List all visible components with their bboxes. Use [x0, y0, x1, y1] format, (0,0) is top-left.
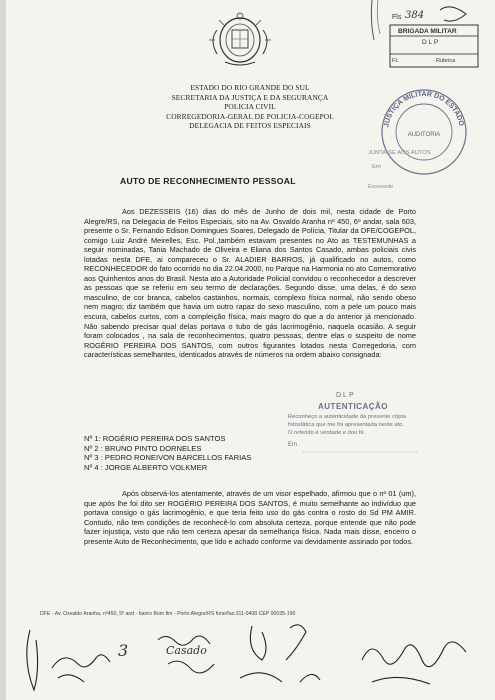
main-paragraph	[84, 207, 416, 360]
header-state: ESTADO DO RIO GRANDE DO SUL	[190, 83, 310, 92]
fl-label: FL	[392, 58, 399, 64]
paragraph-2: Após observá-los atentamente, através de um visor espelhado, afirmou que o nº 01 (um), que após lhe foi dito ser ROGÉRIO PEREIRA DOS SANTOS, é muito semelhante ao indivíduo que portava consigo o gás lacrimogênio, e que teria feito uso do gás contra o rosto do Sd PM AMIR. Contudo, não tem condições de reconhecê-lo com absoluta certeza, porque entende que não pode fazer injustiça, visto que não tem certeza apesar da semelhança física. Nada mais disse, encerro o presente Auto de Reconhecimento, que lido e achado conforme vai devidamente assinado por todos.	[84, 489, 416, 546]
auth-line1: Reconheço a autenticidade da presente cópia	[288, 414, 406, 420]
juntada-line3: Escrevente	[368, 184, 394, 190]
auth-line4: Em	[288, 442, 297, 448]
auth-org: DLP	[336, 392, 356, 399]
lineup-item: Nº 1: ROGÉRIO PEREIRA DOS SANTOS	[84, 434, 226, 443]
document-title: AUTO DE RECONHECIMENTO PESSOAL	[120, 176, 296, 186]
signatures-area	[0, 620, 495, 700]
auth-line2: fotostática que me foi apresentada neste ato.	[288, 422, 405, 428]
signature-5	[362, 642, 466, 684]
signature-4	[286, 625, 320, 682]
lineup-list	[84, 434, 251, 472]
round-stamp-ring-text: JUSTIÇA MILITAR DO ESTADO	[383, 90, 465, 128]
scan-edge	[0, 0, 6, 700]
brigada-militar-stamp	[370, 0, 480, 72]
juntada-stamp	[368, 150, 478, 200]
juntada-line2: Em	[372, 164, 381, 170]
lineup-item: Nº 3 : PEDRO RONEIVON BARCELLOS FARIAS	[84, 453, 252, 462]
fls-label: Fls	[392, 14, 402, 21]
juntada-line1: JUNTA-SE AOS AUTOS	[368, 150, 431, 156]
document-header	[130, 83, 370, 131]
brigada-label: BRIGADA MILITAR	[398, 28, 457, 35]
svg-text:JUSTIÇA MILITAR DO ESTADO	[383, 91, 464, 128]
round-stamp-inner-text: AUDITORIA	[407, 132, 441, 138]
auth-line3: O referido é verdade e dou fé.	[288, 430, 366, 436]
page-footer: DFE - Av. Osvaldo Aranha, nº450, 5º and - bairro Bom fim - Porto Alegre/RS fone/fax:311-0408 CEP 90035-190	[40, 611, 296, 617]
dlp-label: D L P	[422, 39, 439, 46]
header-police: POLICIA CIVIL	[224, 102, 276, 112]
signature-3	[240, 626, 282, 682]
lineup-item: Nº 4 : JORGE ALBERTO VOLKMER	[84, 462, 208, 472]
paragraph-1: Aos DEZESSEIS (16) dias do mês de Junho de dois mil, nesta cidade de Porto Alegre/RS, na Delegacia de Feitos Especiais, sito na Av. Osvaldo Aranha nº 450, 6º andar, sala 603, presente o Sr. Fernando Edison Domingues Soares, Delegado de Polícia, Titular da DFE/COGEPOL, comigo Luiz André Meirelles, Esc. Pol.,também estavam presentes no Ato as TESTEMUNHAS a seguir nominadas, Tania Machado de Oliveira e Eliana dos Santos Casado, ambas policiais civis lotadas nesta DFE, ai compareceu o Sr. ALADIER BARROS, já qualificado no autos, como RECONHECEDOR do fato ocorrido no dia 22.04.2000, no Parque na Harmonia no ato Comemorativo aos Quinhentos anos do Brasil. Nesta ato a Autoridade Policial convidou o reconhecedor a descrever as pessoas que se referiu em seu termo de declarações. Segundo disse, uma delas, é do sexo masculino, de cor branca, cabelos castanhos, normais, complexo física normal, não sendo obeso nem magro; diz também que havia um outro rapaz do sexo masculino, com a pele um pouco mais escura, cabelos curtos, com a compleição física, mais magro do que a do anterior já mencionado. Não sabendo precisar qual delas portava o tubo de gás lacrimogênio, naquela ocasião. A seguir foram colocados , na sala de reconhecimentos, quatro pessoas, dentre elas o suspeito de nome ROGÉRIO PEREIRA DOS SANTOS, com outros figurantes lotados nesta Corregedoria, com características semelhantes, identicados através de números na ordem abaixo consignada:	[84, 207, 416, 360]
header-corregedoria: CORREGEDORIA-GERAL DE POLICIA-COGEPOL	[166, 111, 334, 121]
signature-casado: Casado	[166, 644, 207, 657]
signature-1	[27, 630, 110, 690]
lineup-item: Nº 2 : BRUNO PINTO DORNELES	[84, 443, 202, 453]
header-delegacia: DELEGACIA DE FEITOS ESPECIAIS	[189, 121, 311, 131]
header-secretariat: SECRETARIA DA JUSTIÇA E DA SEGURANÇA	[171, 92, 329, 102]
fls-number: 384	[405, 10, 425, 21]
rubrica-label: Rubrica	[436, 58, 456, 64]
signature-number: 3	[118, 641, 129, 660]
state-coat-of-arms	[205, 10, 275, 68]
authentication-stamp	[262, 392, 427, 482]
auth-date-line	[302, 444, 422, 456]
auth-title: AUTENTICAÇÃO	[318, 402, 388, 411]
